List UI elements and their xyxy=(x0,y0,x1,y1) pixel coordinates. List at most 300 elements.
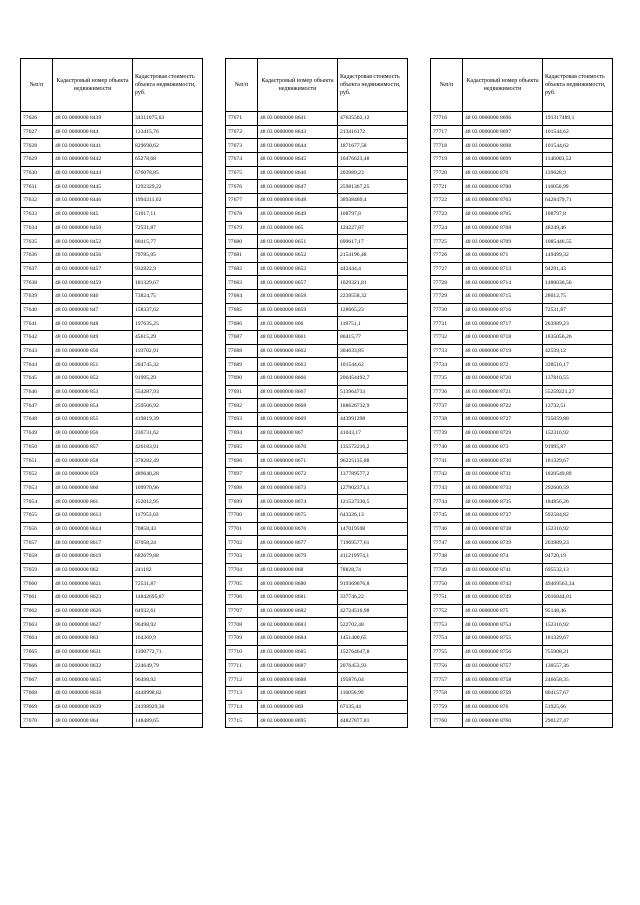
cadastral-number: 48 03 0000000 871 xyxy=(463,248,543,262)
row-number: 77726 xyxy=(431,248,463,262)
cadastral-table-3 xyxy=(430,58,613,728)
cadastral-number: 48 03 0000000 8658 xyxy=(258,289,338,303)
table-row xyxy=(226,413,408,427)
row-number: 77642 xyxy=(21,331,53,345)
row-number: 77650 xyxy=(21,440,53,454)
cadastral-number: 48 03 0000000 8459 xyxy=(53,276,133,290)
table-row xyxy=(226,235,408,249)
cadastral-cost: 443991298 xyxy=(338,413,408,427)
cadastral-number: 48 03 0000000 8722 xyxy=(463,399,543,413)
header-cadastral-number: Кадастровый номер объекта недвижимости xyxy=(258,59,338,112)
table-row xyxy=(21,303,203,317)
cadastral-number: 48 03 0000000 8697 xyxy=(463,125,543,139)
row-number: 77661 xyxy=(21,591,53,605)
cadastral-number: 48 03 0000000 8670 xyxy=(258,440,338,454)
table-row xyxy=(226,125,408,139)
table-row xyxy=(431,673,613,687)
table-row xyxy=(431,180,613,194)
cadastral-number: 48 03 0000000 8662 xyxy=(258,344,338,358)
cadastral-number: 48 03 0000000 8450 xyxy=(53,221,133,235)
table-row xyxy=(21,686,203,700)
cadastral-cost: 72531,87 xyxy=(543,303,613,317)
cadastral-cost: 337746,22 xyxy=(338,591,408,605)
table-row xyxy=(226,618,408,632)
table-row xyxy=(21,385,203,399)
cadastral-cost: 101544,62 xyxy=(543,125,613,139)
table-row xyxy=(21,714,203,728)
cadastral-number: 48 03 0000000 8649 xyxy=(258,207,338,221)
row-number: 77674 xyxy=(226,153,258,167)
row-number: 77677 xyxy=(226,194,258,208)
table-row xyxy=(431,454,613,468)
cadastral-cost: 127902373,1 xyxy=(338,481,408,495)
cadastral-number: 48 03 0000000 8639 xyxy=(53,700,133,714)
row-number: 77743 xyxy=(431,481,463,495)
cadastral-number: 48 03 0000000 8709 xyxy=(463,235,543,249)
row-number: 77646 xyxy=(21,385,53,399)
row-number: 77702 xyxy=(226,536,258,550)
header-cadastral-number: Кадастровый номер объекта недвижимости xyxy=(463,59,543,112)
cadastral-number: 48 03 0000000 8679 xyxy=(258,550,338,564)
cadastral-number: 48 03 0000000 8696 xyxy=(463,112,543,126)
row-number: 77685 xyxy=(226,303,258,317)
cadastral-number: 48 03 0000000 848 xyxy=(53,317,133,331)
row-number: 77751 xyxy=(431,591,463,605)
cadastral-number: 48 03 0000000 8627 xyxy=(53,618,133,632)
cadastral-cost: 197635,25 xyxy=(133,317,203,331)
table-row xyxy=(21,180,203,194)
cadastral-cost: 592584,82 xyxy=(543,508,613,522)
table-row xyxy=(226,221,408,235)
cadastral-cost: 426183,91 xyxy=(133,440,203,454)
table-row xyxy=(226,139,408,153)
cadastral-cost: 130557,36 xyxy=(543,659,613,673)
cadastral-number: 48 03 0000000 8718 xyxy=(463,331,543,345)
row-number: 77699 xyxy=(226,495,258,509)
row-number: 77722 xyxy=(431,194,463,208)
table-row xyxy=(21,536,203,550)
table-row xyxy=(226,262,408,276)
row-number: 77715 xyxy=(226,714,258,728)
cadastral-cost: 152316,92 xyxy=(543,426,613,440)
table-row xyxy=(226,331,408,345)
table-row xyxy=(226,495,408,509)
table-row xyxy=(226,372,408,386)
table-row xyxy=(431,125,613,139)
row-number: 77703 xyxy=(226,550,258,564)
table-row xyxy=(21,426,203,440)
cadastral-number: 48 03 0000000 8680 xyxy=(258,577,338,591)
table-row xyxy=(226,166,408,180)
cadastral-cost: 148489,65 xyxy=(133,714,203,728)
row-number: 77734 xyxy=(431,358,463,372)
cadastral-cost: 80415,77 xyxy=(338,331,408,345)
row-number: 77750 xyxy=(431,577,463,591)
table-row xyxy=(226,714,408,728)
row-number: 77742 xyxy=(431,467,463,481)
table-row xyxy=(431,331,613,345)
cadastral-cost: 119751,1 xyxy=(338,317,408,331)
table-row xyxy=(21,235,203,249)
cadastral-cost: 124227,87 xyxy=(338,221,408,235)
cadastral-number: 48 03 0000000 853 xyxy=(53,385,133,399)
row-number: 77670 xyxy=(21,714,53,728)
cadastral-table-2 xyxy=(225,58,408,728)
cadastral-number: 48 03 0000000 8749 xyxy=(463,591,543,605)
cadastral-cost: 96498,92 xyxy=(133,618,203,632)
table-row xyxy=(431,289,613,303)
cadastral-cost: 203989,23 xyxy=(338,166,408,180)
cadastral-cost: 1994311,02 xyxy=(133,194,203,208)
table-row xyxy=(431,508,613,522)
cadastral-cost: 1292329,22 xyxy=(133,180,203,194)
row-number: 77735 xyxy=(431,372,463,386)
cadastral-number: 48 03 0000000 8661 xyxy=(258,331,338,345)
cadastral-cost: 643326,13 xyxy=(338,508,408,522)
cadastral-number: 48 03 0000000 855 xyxy=(53,413,133,427)
table-row xyxy=(21,358,203,372)
cadastral-number: 48 03 0000000 8731 xyxy=(463,467,543,481)
row-number: 77651 xyxy=(21,454,53,468)
table-row xyxy=(431,399,613,413)
row-number: 77731 xyxy=(431,317,463,331)
cadastral-cost: 755908,21 xyxy=(543,645,613,659)
row-number: 77691 xyxy=(226,385,258,399)
cadastral-number: 48 03 0000000 8645 xyxy=(258,153,338,167)
row-number: 77696 xyxy=(226,454,258,468)
row-number: 77760 xyxy=(431,714,463,728)
cadastral-cost: 1820549,89 xyxy=(543,467,613,481)
cadastral-cost: 91995,29 xyxy=(133,372,203,386)
cadastral-cost: 676078,85 xyxy=(133,166,203,180)
table-row xyxy=(21,317,203,331)
table-row xyxy=(431,303,613,317)
row-number: 77647 xyxy=(21,399,53,413)
row-number: 77730 xyxy=(431,303,463,317)
row-number: 77683 xyxy=(226,276,258,290)
cadastral-cost: 1029321,81 xyxy=(338,276,408,290)
row-number: 77704 xyxy=(226,563,258,577)
cadastral-cost: 13732,51 xyxy=(543,399,613,413)
cadastral-number: 48 03 0000000 8714 xyxy=(463,276,543,290)
cadastral-number: 48 03 0000000 8730 xyxy=(463,454,543,468)
cadastral-number: 48 03 0000000 8641 xyxy=(258,112,338,126)
row-number: 77687 xyxy=(226,331,258,345)
table-row xyxy=(431,413,613,427)
cadastral-number: 48 03 0000000 8705 xyxy=(463,207,543,221)
cadastral-number: 48 03 0000000 863 xyxy=(53,632,133,646)
cadastral-number: 48 03 0000000 876 xyxy=(463,700,543,714)
row-number: 77694 xyxy=(226,426,258,440)
row-number: 77665 xyxy=(21,645,53,659)
row-number: 77680 xyxy=(226,235,258,249)
table-row xyxy=(431,153,613,167)
table-row xyxy=(226,207,408,221)
table-row xyxy=(21,331,203,345)
cadastral-cost: 128665,23 xyxy=(338,303,408,317)
row-number: 77626 xyxy=(21,112,53,126)
cadastral-number: 48 03 0000000 8738 xyxy=(463,522,543,536)
row-number: 77643 xyxy=(21,344,53,358)
cadastral-cost: 116050,99 xyxy=(543,180,613,194)
cadastral-number: 48 03 0000000 8700 xyxy=(463,180,543,194)
row-number: 77705 xyxy=(226,577,258,591)
cadastral-cost: 64932,61 xyxy=(133,604,203,618)
cadastral-cost: 203989,23 xyxy=(543,317,613,331)
row-number: 77688 xyxy=(226,344,258,358)
row-number: 77644 xyxy=(21,358,53,372)
table-row xyxy=(431,112,613,126)
table-row xyxy=(431,686,613,700)
cadastral-cost: 28012,75 xyxy=(543,289,613,303)
row-number: 77718 xyxy=(431,139,463,153)
row-number: 77638 xyxy=(21,276,53,290)
row-number: 77655 xyxy=(21,508,53,522)
table-row xyxy=(431,317,613,331)
cadastral-cost: 149499,32 xyxy=(543,248,613,262)
cadastral-cost: 338516,17 xyxy=(543,358,613,372)
table-row xyxy=(226,317,408,331)
table-row xyxy=(431,440,613,454)
row-number: 77649 xyxy=(21,426,53,440)
table-row xyxy=(21,467,203,481)
cadastral-cost: 6428479,71 xyxy=(543,194,613,208)
row-number: 77698 xyxy=(226,481,258,495)
table-row xyxy=(21,440,203,454)
row-number: 77627 xyxy=(21,125,53,139)
row-number: 77700 xyxy=(226,508,258,522)
cadastral-number: 48 03 0000000 8755 xyxy=(463,632,543,646)
cadastral-cost: 10476623,48 xyxy=(338,153,408,167)
header-num: №п/п xyxy=(431,59,463,112)
table-row xyxy=(226,673,408,687)
cadastral-number: 48 03 0000000 875 xyxy=(463,604,543,618)
row-number: 77676 xyxy=(226,180,258,194)
cadastral-cost: 55259221,27 xyxy=(543,385,613,399)
cadastral-number: 48 03 0000000 8684 xyxy=(258,632,338,646)
cadastral-number: 48 03 0000000 8667 xyxy=(258,385,338,399)
table-row xyxy=(226,112,408,126)
cadastral-cost: 213416172 xyxy=(338,125,408,139)
row-number: 77640 xyxy=(21,303,53,317)
cadastral-cost: 137789577,2 xyxy=(338,467,408,481)
cadastral-cost: 79785,05 xyxy=(133,248,203,262)
cadastral-number: 48 03 0000000 8643 xyxy=(258,125,338,139)
row-number: 77636 xyxy=(21,248,53,262)
cadastral-number: 48 03 0000000 8444 xyxy=(53,166,133,180)
row-number: 77727 xyxy=(431,262,463,276)
cadastral-number: 48 03 0000000 8688 xyxy=(258,673,338,687)
cadastral-cost: 932822,9 xyxy=(133,262,203,276)
table-row xyxy=(21,563,203,577)
table-row xyxy=(431,221,613,235)
cadastral-table-1 xyxy=(20,58,203,728)
table-row xyxy=(431,632,613,646)
cadastral-number: 48 03 0000000 8735 xyxy=(463,495,543,509)
row-number: 77748 xyxy=(431,550,463,564)
cadastral-cost: 378282,49 xyxy=(133,454,203,468)
row-number: 77752 xyxy=(431,604,463,618)
cadastral-number: 48 03 0000000 8672 xyxy=(258,467,338,481)
table-row xyxy=(21,207,203,221)
table-row xyxy=(226,536,408,550)
cadastral-cost: 2239558,32 xyxy=(338,289,408,303)
row-number: 77658 xyxy=(21,550,53,564)
cadastral-number: 48 03 0000000 8646 xyxy=(258,166,338,180)
table-row xyxy=(21,700,203,714)
cadastral-number: 48 03 0000000 869 xyxy=(258,700,338,714)
cadastral-number: 48 03 0000000 8757 xyxy=(463,659,543,673)
row-number: 77713 xyxy=(226,686,258,700)
row-number: 77745 xyxy=(431,508,463,522)
row-number: 77652 xyxy=(21,467,53,481)
row-number: 77659 xyxy=(21,563,53,577)
row-number: 77719 xyxy=(431,153,463,167)
cadastral-number: 48 03 0000000 847 xyxy=(53,303,133,317)
cadastral-cost: 72531,87 xyxy=(133,221,203,235)
cadastral-cost: 522702,48 xyxy=(338,618,408,632)
header-cadastral-cost: Кадастровая стоимость объекта недвижимости, руб. xyxy=(133,59,203,112)
cadastral-cost: 101544,62 xyxy=(543,139,613,153)
row-number: 77707 xyxy=(226,604,258,618)
cadastral-number: 48 03 0000000 8758 xyxy=(463,673,543,687)
cadastral-cost: 71969577,61 xyxy=(338,536,408,550)
row-number: 77682 xyxy=(226,262,258,276)
table-row xyxy=(431,700,613,714)
row-number: 77741 xyxy=(431,454,463,468)
table-row xyxy=(21,632,203,646)
cadastral-cost: 419819,39 xyxy=(133,413,203,427)
cadastral-cost: 292600,59 xyxy=(543,481,613,495)
table-row xyxy=(226,591,408,605)
row-number: 77668 xyxy=(21,686,53,700)
row-number: 77738 xyxy=(431,413,463,427)
cadastral-number: 48 03 0000000 873 xyxy=(463,440,543,454)
table-row xyxy=(431,522,613,536)
table-row xyxy=(21,645,203,659)
row-number: 77717 xyxy=(431,125,463,139)
cadastral-cost: 246658,35 xyxy=(543,673,613,687)
row-number: 77725 xyxy=(431,235,463,249)
cadastral-number: 48 03 0000000 8619 xyxy=(53,550,133,564)
table-row xyxy=(21,591,203,605)
cadastral-number: 48 03 0000000 864 xyxy=(53,714,133,728)
cadastral-number: 48 03 0000000 851 xyxy=(53,358,133,372)
table-row xyxy=(226,426,408,440)
row-number: 77678 xyxy=(226,207,258,221)
cadastral-number: 48 03 0000000 8676 xyxy=(258,522,338,536)
table-row xyxy=(21,454,203,468)
cadastral-cost: 72531,87 xyxy=(133,577,203,591)
table-row xyxy=(21,550,203,564)
cadastral-number: 48 03 0000000 856 xyxy=(53,426,133,440)
cadastral-cost: 94291,43 xyxy=(543,262,613,276)
cadastral-number: 48 03 0000000 8648 xyxy=(258,194,338,208)
cadastral-cost: 96225135,88 xyxy=(338,454,408,468)
cadastral-cost: 87058,24 xyxy=(133,536,203,550)
cadastral-cost: 65278,68 xyxy=(133,153,203,167)
row-number: 77737 xyxy=(431,399,463,413)
cadastral-number: 48 03 0000000 867 xyxy=(258,426,338,440)
cadastral-cost: 137810,55 xyxy=(543,372,613,386)
cadastral-cost: 259506,92 xyxy=(133,399,203,413)
table-row xyxy=(431,618,613,632)
table-row xyxy=(226,399,408,413)
cadastral-number: 48 03 0000000 870 xyxy=(463,166,543,180)
cadastral-number: 48 03 0000000 861 xyxy=(53,495,133,509)
cadastral-number: 48 03 0000000 8669 xyxy=(258,413,338,427)
cadastral-cost: 699617,17 xyxy=(338,235,408,249)
cadastral-number: 48 03 0000000 8635 xyxy=(53,673,133,687)
table-row xyxy=(226,686,408,700)
cadastral-cost: 96498,92 xyxy=(133,673,203,687)
cadastral-number: 48 03 0000000 8721 xyxy=(463,385,543,399)
cadastral-cost: 78828,74 xyxy=(338,563,408,577)
row-number: 77675 xyxy=(226,166,258,180)
table-row xyxy=(21,289,203,303)
cadastral-cost: 42539,12 xyxy=(543,344,613,358)
row-number: 77672 xyxy=(226,125,258,139)
cadastral-cost: 919369076,8 xyxy=(338,577,408,591)
table-row xyxy=(226,481,408,495)
cadastral-number: 48 03 0000000 866 xyxy=(258,317,338,331)
row-number: 77724 xyxy=(431,221,463,235)
row-number: 77631 xyxy=(21,180,53,194)
cadastral-number: 48 03 0000000 8685 xyxy=(258,645,338,659)
table-row xyxy=(431,604,613,618)
row-number: 77645 xyxy=(21,372,53,386)
cadastral-number: 48 03 0000000 854 xyxy=(53,399,133,413)
table-row xyxy=(226,522,408,536)
row-number: 77630 xyxy=(21,166,53,180)
table-row xyxy=(21,372,203,386)
row-number: 77692 xyxy=(226,399,258,413)
cadastral-cost: 184856,26 xyxy=(543,495,613,509)
cadastral-number: 48 03 0000000 8719 xyxy=(463,344,543,358)
table-row xyxy=(226,550,408,564)
row-number: 77756 xyxy=(431,659,463,673)
cadastral-cost: 51017,11 xyxy=(133,207,203,221)
table-row xyxy=(431,659,613,673)
table-row xyxy=(431,166,613,180)
cadastral-cost: 47635502,12 xyxy=(338,112,408,126)
cadastral-number: 48 03 0000000 860 xyxy=(53,481,133,495)
row-number: 77657 xyxy=(21,536,53,550)
cadastral-cost: 682679,88 xyxy=(133,550,203,564)
table-row xyxy=(21,166,203,180)
table-row xyxy=(431,714,613,728)
table-row xyxy=(226,153,408,167)
row-number: 77662 xyxy=(21,604,53,618)
cadastral-number: 48 03 0000000 8456 xyxy=(53,248,133,262)
cadastral-number: 48 03 0000000 852 xyxy=(53,372,133,386)
row-number: 77656 xyxy=(21,522,53,536)
row-number: 77714 xyxy=(226,700,258,714)
cadastral-number: 48 03 0000000 858 xyxy=(53,454,133,468)
cadastral-cost: 135572216,2 xyxy=(338,440,408,454)
cadastral-cost: 203989,23 xyxy=(543,536,613,550)
cadastral-cost: 1146003,52 xyxy=(543,153,613,167)
cadastral-number: 48 03 0000000 8715 xyxy=(463,289,543,303)
cadastral-number: 48 03 0000000 859 xyxy=(53,467,133,481)
table-row xyxy=(226,454,408,468)
cadastral-number: 48 03 0000000 8741 xyxy=(463,563,543,577)
row-number: 77720 xyxy=(431,166,463,180)
cadastral-number: 48 03 0000000 8756 xyxy=(463,645,543,659)
cadastral-cost: 139628,9 xyxy=(543,166,613,180)
cadastral-number: 48 03 0000000 8739 xyxy=(463,536,543,550)
row-number: 77629 xyxy=(21,153,53,167)
